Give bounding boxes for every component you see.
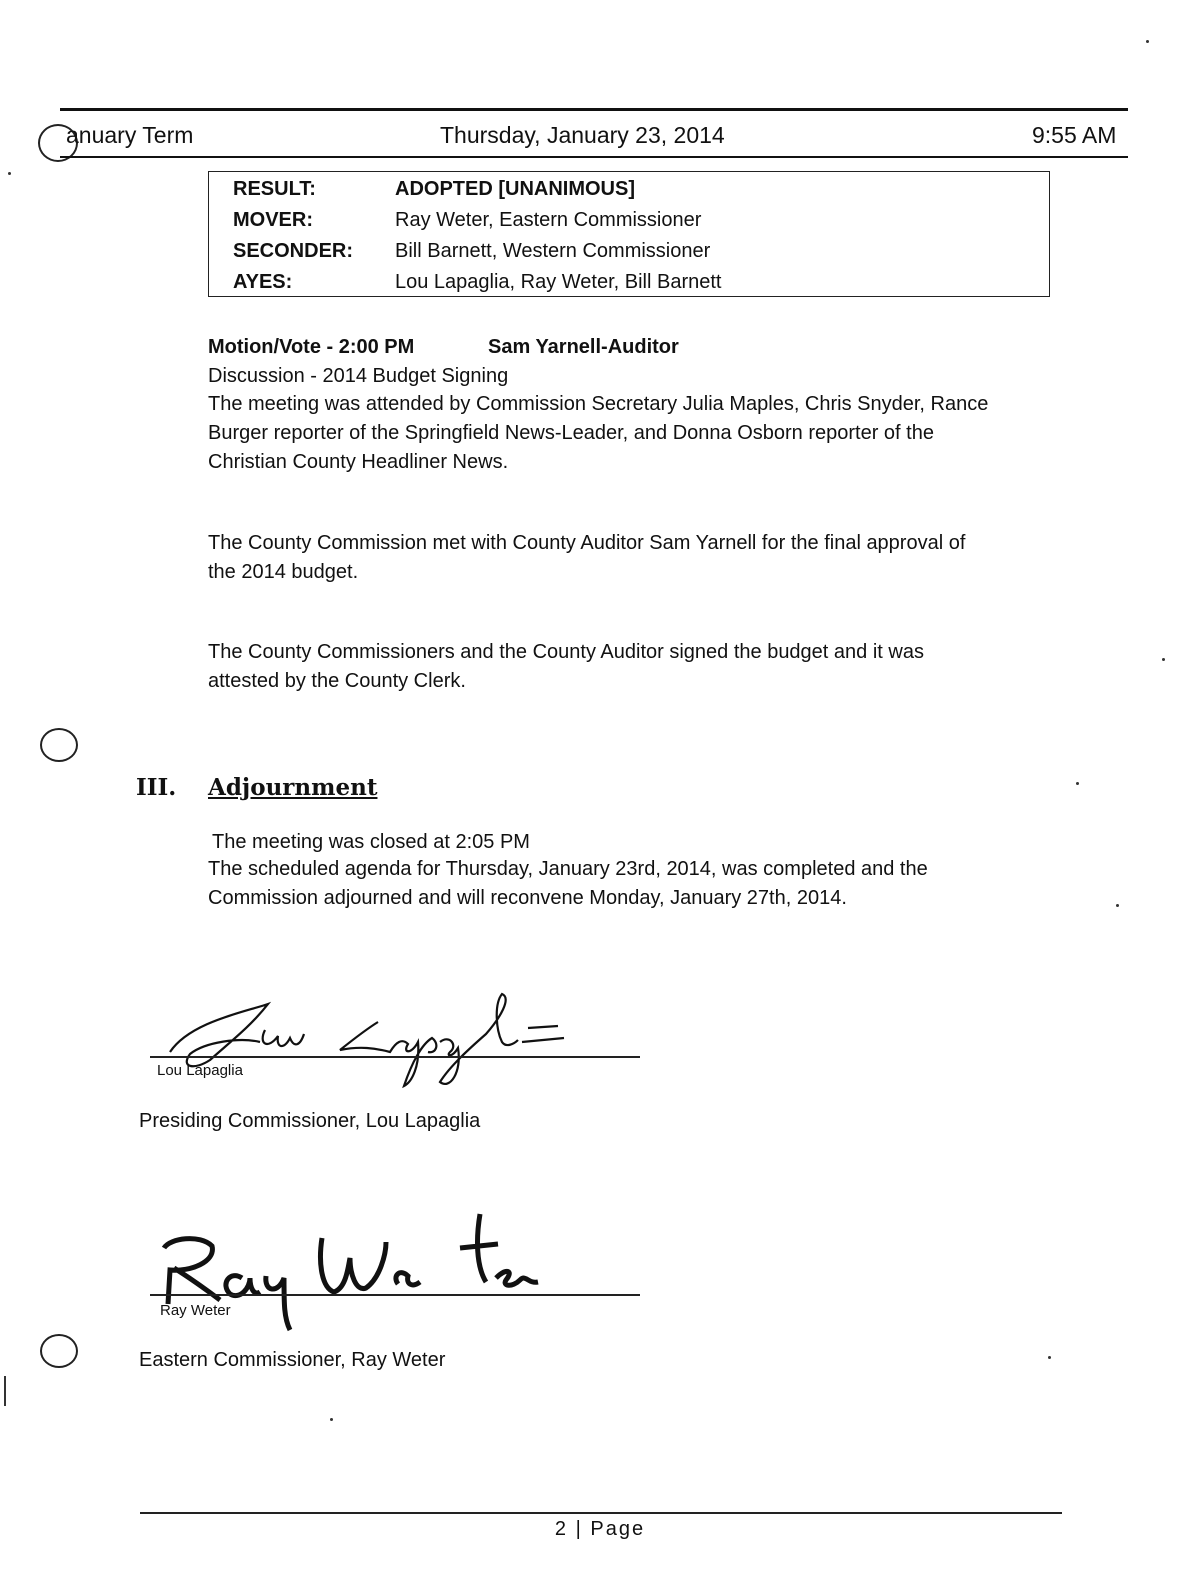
- vote-row-result: [221, 178, 1021, 206]
- binder-hole-bottom: [40, 1334, 78, 1368]
- text-line: Christian County Headliner News.: [208, 451, 509, 473]
- vote-label: SECONDER:: [233, 240, 354, 262]
- binder-hole-middle: [40, 728, 78, 762]
- vote-label: AYES:: [233, 271, 293, 293]
- vote-value: Bill Barnett, Western Commissioner: [395, 240, 711, 262]
- signing-paragraph: [208, 638, 1088, 696]
- text-line: Burger reporter of the Springfield News-Leader, and Donna Osborn reporter of the: [208, 422, 934, 444]
- scan-speck: [1048, 1356, 1051, 1359]
- signature-line: [150, 1294, 640, 1296]
- section-title: Adjournment: [208, 774, 378, 801]
- scan-speck: [1116, 904, 1119, 907]
- text-line: the 2014 budget.: [208, 561, 359, 583]
- scan-speck: [1146, 40, 1149, 43]
- motion-discussion: Discussion - 2014 Budget Signing: [208, 365, 509, 387]
- signer-title: Eastern Commissioner, Ray Weter: [139, 1349, 446, 1371]
- signer-printed-name: Ray Weter: [160, 1302, 231, 1319]
- vote-label: MOVER:: [233, 209, 313, 231]
- text-line: The County Commission met with County Auditor Sam Yarnell for the final approval of: [208, 532, 966, 554]
- text-line: attested by the County Clerk.: [208, 670, 466, 692]
- approval-paragraph: [208, 529, 1088, 587]
- signer-title: Presiding Commissioner, Lou Lapaglia: [139, 1110, 481, 1132]
- vote-result-box: [208, 171, 1050, 297]
- scan-speck: [330, 1418, 333, 1421]
- vote-row-mover: [221, 209, 1021, 237]
- header-top-rule: [60, 108, 1128, 111]
- closing-time: The meeting was closed at 2:05 PM: [212, 831, 530, 853]
- signer-printed-name: Lou Lapaglia: [157, 1062, 243, 1079]
- text-line: Commission adjourned and will reconvene Monday, January 27th, 2014.: [208, 887, 847, 909]
- scan-speck: [1076, 782, 1079, 785]
- meeting-date: Thursday, January 23, 2014: [440, 122, 725, 148]
- scan-speck: [1162, 658, 1165, 661]
- vote-row-ayes: [221, 271, 1021, 299]
- vote-value: Lou Lapaglia, Ray Weter, Bill Barnett: [395, 271, 722, 293]
- vote-label: RESULT:: [233, 178, 316, 200]
- footer-rule: [140, 1512, 1062, 1514]
- page-number: 2 | Page: [554, 1518, 646, 1540]
- meeting-time: 9:55 AM: [1032, 122, 1117, 148]
- text-line: The scheduled agenda for Thursday, January 23rd, 2014, was completed and the: [208, 858, 928, 880]
- term-label: anuary Term: [66, 122, 194, 148]
- text-line: The meeting was attended by Commission Secretary Julia Maples, Chris Snyder, Rance: [208, 393, 989, 415]
- motion-presenter: Sam Yarnell-Auditor: [488, 336, 679, 358]
- adjournment-paragraph: [208, 855, 1088, 913]
- vote-value: Ray Weter, Eastern Commissioner: [395, 209, 702, 231]
- vote-value: ADOPTED [UNANIMOUS]: [395, 178, 635, 200]
- attendance-paragraph: [208, 390, 1088, 477]
- header-bottom-rule: [60, 156, 1128, 158]
- signature-line: [150, 1056, 640, 1058]
- motion-heading: Motion/Vote - 2:00 PM: [208, 336, 415, 358]
- section-number: III.: [136, 774, 177, 801]
- vote-row-seconder: [221, 240, 1021, 268]
- scan-edge-mark: [4, 1376, 6, 1406]
- scan-speck: [8, 172, 11, 175]
- text-line: The County Commissioners and the County Auditor signed the budget and it was: [208, 641, 924, 663]
